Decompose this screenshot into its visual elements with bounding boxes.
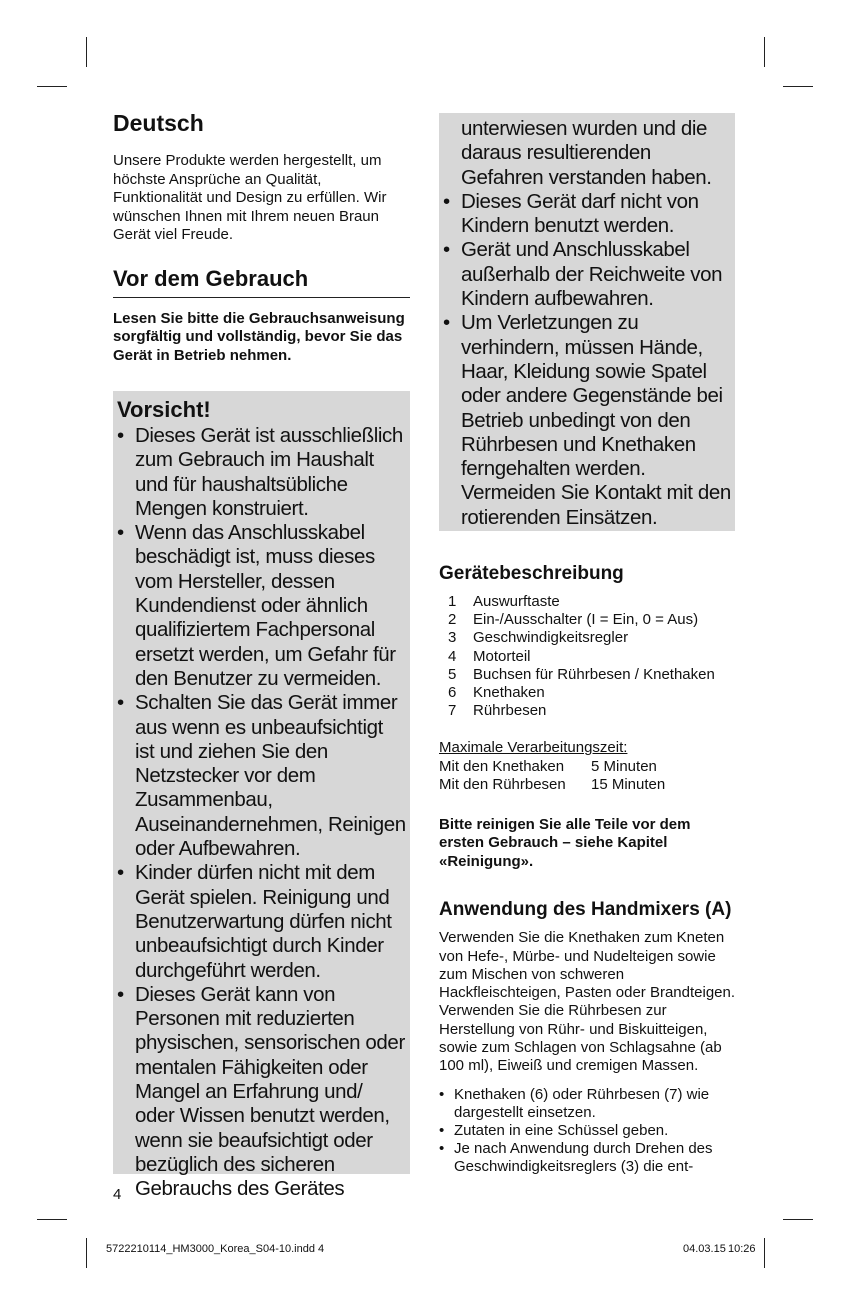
part-item xyxy=(439,593,739,611)
time-value: 15 Minuten xyxy=(591,775,666,793)
part-label: Auswurftaste xyxy=(473,593,560,610)
crop-mark xyxy=(783,86,813,87)
caution-box-continued xyxy=(439,113,735,531)
part-item xyxy=(439,648,739,666)
crop-mark xyxy=(86,1238,87,1268)
caution-item: • Kinder dürfen nicht mit dem Gerät spielen. Reinigung und Benutzerwartung dürfen nicht unbeaufsichtigt durch Kinder durchgeführt werden. xyxy=(117,861,406,982)
intro-section xyxy=(113,108,410,365)
part-number: 2 xyxy=(448,611,457,629)
clean-notice: Bitte reinigen Sie alle Teile vor dem ersten Gebrauch – siehe Kapitel «Reinigung». xyxy=(439,816,691,870)
part-label: Ein-/Ausschalter (I = Ein, 0 = Aus) xyxy=(473,611,699,629)
intro-text: Unsere Produkte werden hergestellt, um höchste Ansprüche an Qualität, Funktionalität und Design zu erfüllen. Wir wünschen Ihnen mit Ihrem neuen Braun Gerät viel Freude. xyxy=(113,152,387,244)
time-row xyxy=(439,758,739,776)
caution-box xyxy=(113,391,410,1201)
part-item xyxy=(439,702,739,720)
footer-filename: 5722210114_HM3000_Korea_S04-10.indd 4 xyxy=(106,1243,325,1255)
crop-mark xyxy=(86,37,87,67)
before-use-heading: Vor dem Gebrauch xyxy=(113,265,410,298)
part-item xyxy=(439,666,739,684)
part-number: 6 xyxy=(448,684,457,702)
part-item xyxy=(439,629,739,647)
part-item xyxy=(439,611,739,629)
footer-time: 10:26 xyxy=(728,1243,756,1255)
caution-item: • Dieses Gerät darf nicht von Kindern benutzt werden. xyxy=(443,190,731,239)
caution-list xyxy=(117,424,406,1202)
part-item xyxy=(439,684,739,702)
read-notice: Lesen Sie bitte die Gebrauchsanweisung sorgfältig und vollständig, bevor Sie das Gerät in Betrieb nehmen. xyxy=(113,309,405,364)
caution-item: • Schalten Sie das Gerät immer aus wenn es unbeaufsichtigt ist und ziehen Sie den Netzstecker vor dem Zusammenbau, Auseinandernehmen, Reinigen oder Aufbewahren. xyxy=(117,691,406,861)
part-number: 3 xyxy=(448,629,457,647)
usage-step: • Knethaken (6) oder Rührbesen (7) wie dargestellt einsetzen. xyxy=(439,1086,739,1122)
usage-text: Verwenden Sie die Knethaken zum Kneten von Hefe-, Mürbe- und Nudelteigen sowie zum Mischen von schweren Hackfleischteigen, Pasten oder Brandteigen. Verwenden Sie die Rührbesen zur Herstellung von Rühr- und Biskuitteigen, sowie zum Schlagen von Schlagsahne (ab 100 ml), Eiweiß und cremigen Massen. xyxy=(439,929,736,1075)
caution-list-continued xyxy=(443,117,731,530)
usage-steps xyxy=(439,1086,739,1177)
caution-title: Vorsicht! xyxy=(117,397,211,422)
time-label: Mit den Rührbesen xyxy=(439,775,566,793)
time-label: Mit den Knethaken xyxy=(439,757,565,775)
language-heading: Deutsch xyxy=(113,110,204,136)
crop-mark xyxy=(783,1219,813,1220)
part-number: 4 xyxy=(448,647,457,665)
part-label: Geschwindigkeitsregler xyxy=(473,629,629,647)
time-row xyxy=(439,776,739,794)
caution-item: • Um Verletzungen zu verhindern, müssen Hände, Haar, Kleidung sowie Spatel oder andere Gegenstände bei Betrieb unbedingt von den Rührbesen und Knethaken ferngehalten werden. Vermeiden Sie Kontakt mit den rotierenden Einsätzen. xyxy=(443,311,731,530)
part-label: Rührbesen xyxy=(473,702,547,720)
usage-step: • Je nach Anwendung durch Drehen des Geschwindigkeitsreglers (3) die ent- xyxy=(439,1140,739,1176)
caution-item: • Wenn das Anschlusskabel beschädigt ist, muss dieses vom Hersteller, dessen Kundendienst oder ähnlich qualifiziertem Fachpersonal ersetzt werden, um Gefahr für den Benutzer zu vermeiden. xyxy=(117,521,406,691)
part-label: Buchsen für Rührbesen / Knethaken xyxy=(473,665,715,683)
caution-item: • Gerät und Anschlusskabel außerhalb der Reichweite von Kindern aufbewahren. xyxy=(443,238,731,311)
part-number: 7 xyxy=(448,702,457,720)
crop-mark xyxy=(764,1238,765,1268)
part-number: 1 xyxy=(448,593,457,610)
part-label: Knethaken xyxy=(473,684,545,702)
caution-continuation: unterwiesen wurden und die daraus resultierenden Gefahren verstanden haben. xyxy=(461,117,712,189)
caution-item: • Dieses Gerät ist ausschließlich zum Gebrauch im Haushalt und für haushaltsübliche Mengen konstruiert. xyxy=(117,424,406,521)
page-number: 4 xyxy=(113,1186,122,1203)
usage-step: • Zutaten in eine Schüssel geben. xyxy=(439,1122,739,1140)
crop-mark xyxy=(37,86,67,87)
time-value: 5 Minuten xyxy=(591,757,657,775)
crop-mark xyxy=(764,37,765,67)
parts-list xyxy=(439,593,739,720)
usage-heading: Anwendung des Handmixers (A) xyxy=(439,899,732,921)
crop-mark xyxy=(37,1219,67,1220)
footer-date: 04.03.15 xyxy=(683,1243,726,1255)
description-section xyxy=(439,561,739,1177)
max-time-label: Maximale Verarbeitungszeit: xyxy=(439,739,628,757)
part-number: 5 xyxy=(448,665,457,683)
description-heading: Gerätebeschreibung xyxy=(439,563,624,584)
part-label: Motorteil xyxy=(473,647,531,665)
caution-item: • Dieses Gerät kann von Personen mit reduzierten physischen, sensorischen oder mentalen Fähigkeiten oder Mangel an Erfahrung und/ oder Wissen benutzt werden, wenn sie beaufsichtigt oder bezüglich des sicheren Gebrauchs des Gerätes xyxy=(117,983,406,1202)
